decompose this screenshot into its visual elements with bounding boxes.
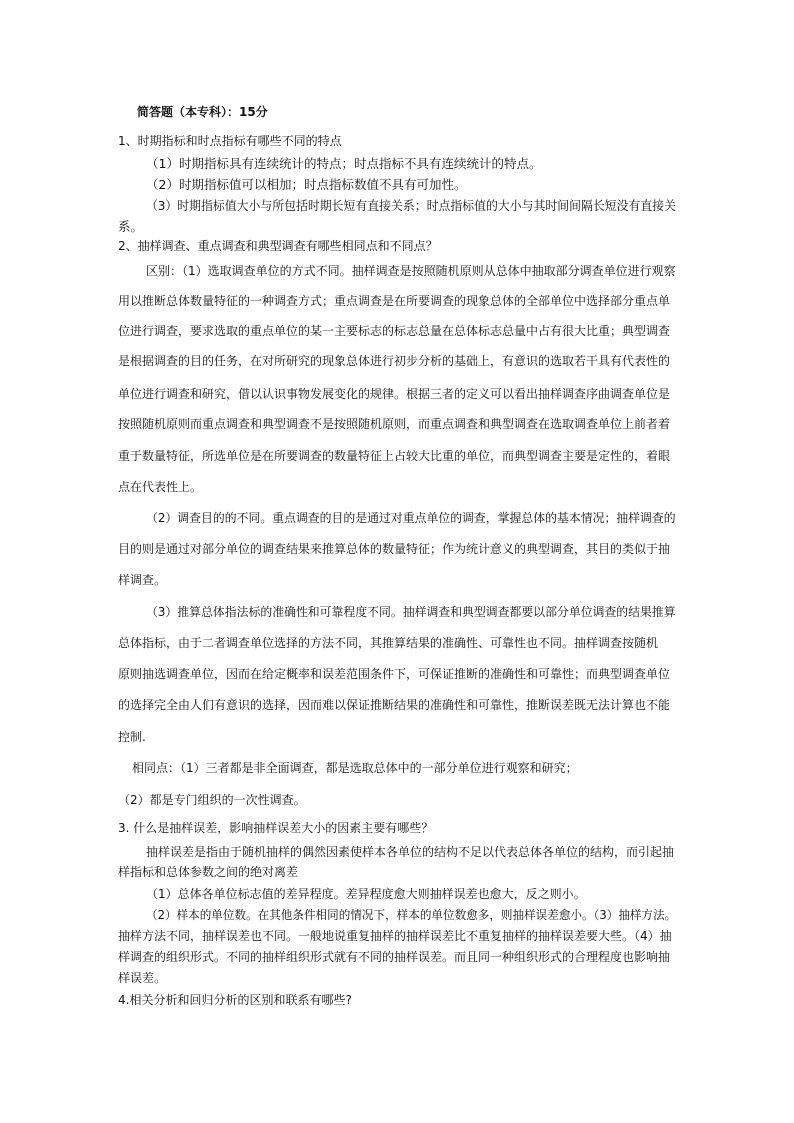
q2-diff-1-line-4: 是根据调查的目的任务，在对所研究的现象总体进行初步分析的基础上，有意识的选取若干具有代表性的 xyxy=(118,354,671,368)
q1-point-2: （2）时期指标值可以相加；时点指标数值不具有可加性。 xyxy=(146,177,467,192)
q1-point-3-line-1: （3）时期指标值大小与所包括时期长短有直接关系；时点指标值的大小与其时间间隔长短没有直接关 xyxy=(146,198,676,213)
q2-diff-2-line-1: （2）调查目的的不同。重点调查的目的是通过对重点单位的调查，掌握总体的基本情况；抽样调查的 xyxy=(146,511,676,525)
q2-same-line-2: （2）都是专门组织的一次性调查。 xyxy=(118,793,306,807)
q2-diff-1-line-6: 按照随机原则而重点调查和典型调查不是按照随机原则，而重点调查和典型调查在选取调查单位上前者着 xyxy=(118,417,671,431)
q3-point-2: （1）总体各单位标志值的差异程度。差异程度愈大则抽样误差也愈大，反之则小。 xyxy=(146,887,586,901)
q2-diff-1-line-3: 位进行调查，要求选取的重点单位的某一主要标志的标志总量在总体标志总量中占有很大比重；典型调查 xyxy=(118,324,671,338)
q3-point-1-line-2: 样指标和总体参数之间的绝对离差 xyxy=(118,865,299,879)
section-title: 简答题（本专科）：15分 xyxy=(137,105,268,119)
q2-diff-3-line-3: 原则抽选调查单位，因而在给定概率和误差范围条件下，可保证推断的准确性和可靠性；而典型调查单位 xyxy=(118,667,671,681)
q2-diff-1-line-8: 点在代表性上。 xyxy=(118,480,203,494)
question-4: 4.相关分析和回归分析的区别和联系有哪些? xyxy=(118,993,352,1007)
q2-diff-3-line-1: （3）推算总体指法标的准确性和可靠程度不同。抽样调查和典型调查都要以部分单位调查的结果推算 xyxy=(146,605,676,619)
q2-diff-3-line-2: 总体指标，由于二者调查单位选择的方法不同，其推算结果的准确性、可靠性也不同。抽样调查按随机 xyxy=(118,636,659,650)
q1-point-1: （1）时期指标具有连续统计的特点；时点指标不具有连续统计的特点。 xyxy=(146,156,542,171)
question-3: 3. 什么是抽样误差，影响抽样误差大小的因素主要有哪些？ xyxy=(118,821,434,835)
q3-point-3-line-2: 抽样方法不同，抽样误差也不同。一般地说重复抽样的抽样误差比不重复抽样的抽样误差要大些。（4）抽 xyxy=(118,929,672,943)
q2-diff-3-line-5: 控制. xyxy=(118,730,146,744)
q2-diff-1-line-7: 重于数量特征，所选单位是在所要调查的数量特征上占较大比重的单位，而典型调查主要是定性的，着眼 xyxy=(118,449,671,463)
q3-point-3-line-4: 样误差。 xyxy=(118,971,167,985)
q3-point-1-line-1: 抽样误差是指由于随机抽样的偶然因素使样本各单位的结构不足以代表总体各单位的结构，而引起抽 xyxy=(146,845,675,859)
q2-same-line-1: 相同点：（1）三者都是非全面调查，都是选取总体中的一部分单位进行观察和研究； xyxy=(132,761,578,775)
q2-diff-1-line-5: 单位进行调查和研究，借以认识事物发展变化的规律。根据三者的定义可以看出抽样调查序曲调查单位是 xyxy=(118,387,671,401)
q1-point-3-line-2: 系。 xyxy=(118,219,144,234)
q2-diff-2-line-2: 目的则是通过对部分单位的调查结果来推算总体的数量特征；作为统计意义的典型调查，其目的类似于抽 xyxy=(118,542,671,556)
question-1: 1、时期指标和时点指标有哪些不同的特点 xyxy=(118,134,342,148)
q2-diff-1-line-1: 区别：（1）选取调查单位的方式不同。抽样调查是按照随机原则从总体中抽取部分调查单位进行观察 xyxy=(146,264,676,278)
q2-diff-1-line-2: 用以推断总体数量特征的一种调查方式；重点调查是在所要调查的现象总体的全部单位中选择部分重点单 xyxy=(118,294,671,308)
q2-diff-3-line-4: 的选择完全由人们有意识的选择，因而难以保证推断结果的准确性和可靠性，推断误差既无法计算也不能 xyxy=(118,698,671,712)
q3-point-3-line-1: （2）样本的单位数。在其他条件相同的情况下，样本的单位数愈多，则抽样误差愈小。（3）抽样方法。 xyxy=(146,908,677,922)
question-2: 2、抽样调查、重点调查和典型调查有哪些相同点和不同点？ xyxy=(118,239,438,253)
q3-point-3-line-3: 样调查的组织形式。不同的抽样组织形式就有不同的抽样误差。而且同一种组织形式的合理程度也影响抽 xyxy=(118,950,671,964)
q2-diff-2-line-3: 样调查。 xyxy=(118,573,167,587)
